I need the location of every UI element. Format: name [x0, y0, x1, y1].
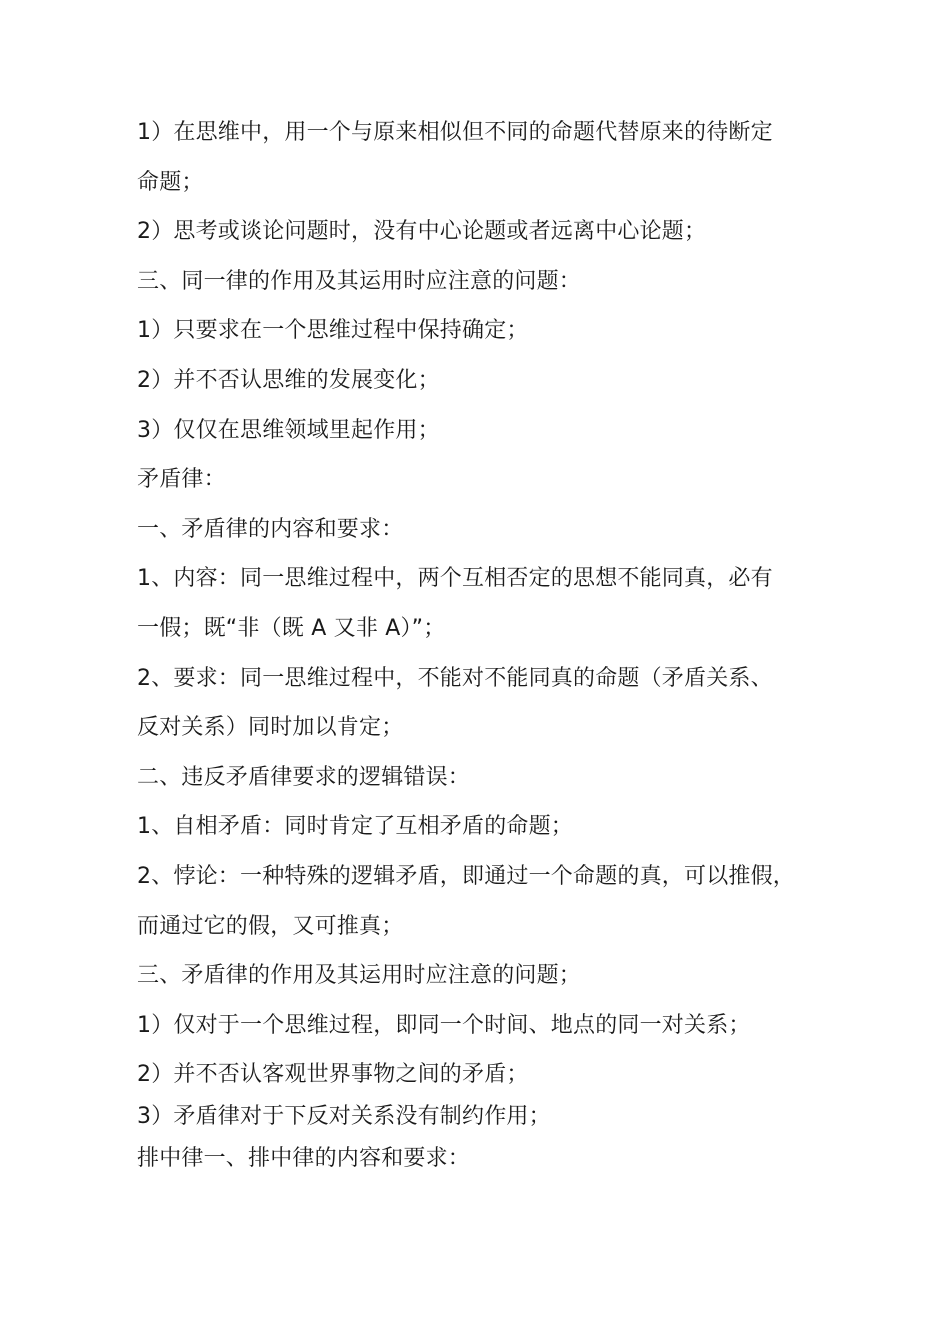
- section-heading: 三、矛盾律的作用及其运用时应注意的问题；: [137, 963, 582, 989]
- text-line: 1）在思维中，用一个与原来相似但不同的命题代替原来的待断定: [137, 120, 773, 145]
- text-line: 2）并不否认客观世界事物之间的矛盾；: [137, 1062, 529, 1088]
- text-line: 2）思考或谈论问题时，没有中心论题或者远离中心论题；: [137, 219, 707, 245]
- text-line: 而通过它的假，又可推真；: [137, 913, 404, 939]
- section-heading: 一、矛盾律的内容和要求：: [137, 516, 404, 542]
- text-line: 反对关系）同时加以肯定；: [137, 715, 404, 741]
- section-heading: 矛盾律：: [137, 467, 226, 493]
- document-body: [137, 108, 827, 1183]
- section-heading: 二、违反矛盾律要求的逻辑错误：: [137, 764, 471, 790]
- text-line: 一假；既“非（既 A 又非 A）”；: [137, 615, 446, 641]
- section-heading: 排中律一、排中律的内容和要求：: [137, 1145, 471, 1171]
- text-line: 2、要求：同一思维过程中，不能对不能同真的命题（矛盾关系、: [137, 665, 773, 691]
- section-heading: 三、同一律的作用及其运用时应注意的问题：: [137, 268, 582, 294]
- text-line: 2、悖论：一种特殊的逻辑矛盾，即通过一个命题的真，可以推假，: [137, 863, 795, 889]
- text-line: 命题；: [137, 169, 204, 195]
- text-line: 1）只要求在一个思维过程中保持确定；: [137, 318, 529, 344]
- text-line: 1）仅对于一个思维过程，即同一个时间、地点的同一对关系；: [137, 1012, 751, 1038]
- text-line: 1、自相矛盾：同时肯定了互相矛盾的命题；: [137, 814, 573, 840]
- text-line: 2）并不否认思维的发展变化；: [137, 367, 440, 393]
- text-line: 1、内容：同一思维过程中，两个互相否定的思想不能同真，必有: [137, 566, 773, 592]
- text-line: 3）仅仅在思维领域里起作用；: [137, 417, 440, 443]
- text-line: 3）矛盾律对于下反对关系没有制约作用；: [137, 1103, 551, 1129]
